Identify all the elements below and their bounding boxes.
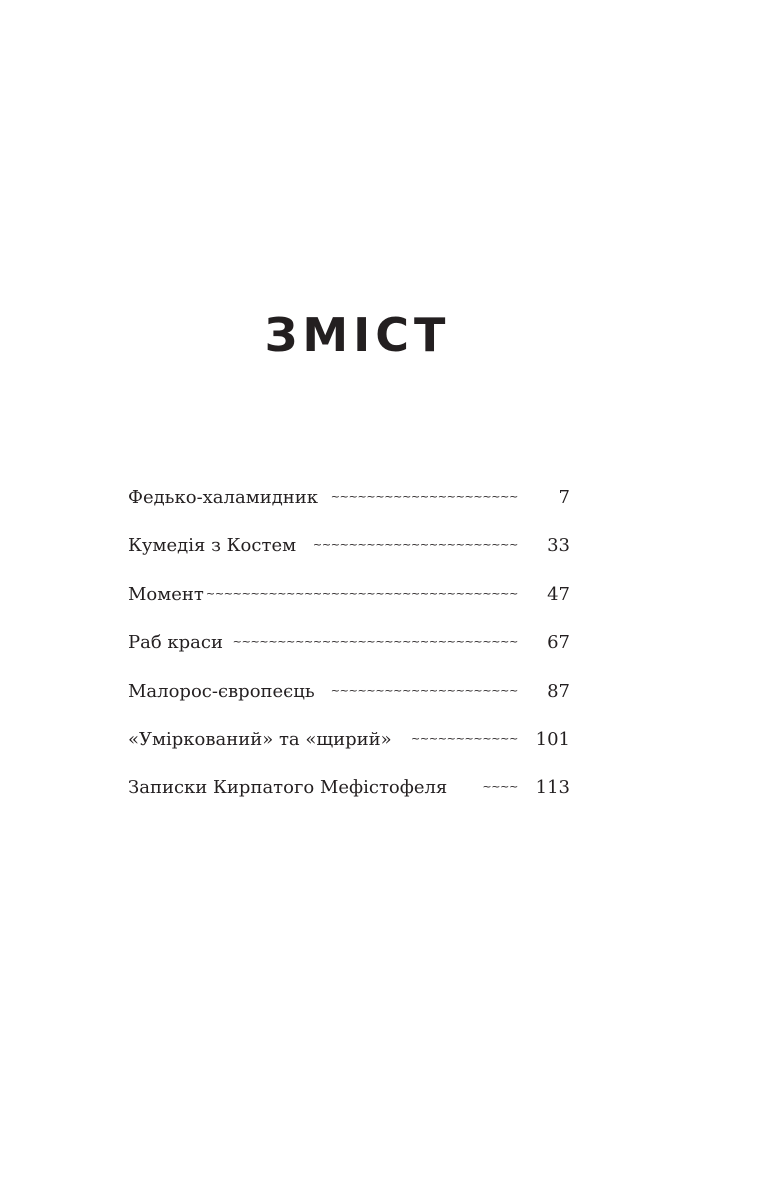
toc-entry-title: «Умірковaний» та «щирий» xyxy=(128,728,392,750)
toc-leader: ~~~~~~~~~~~~ xyxy=(410,731,518,745)
toc-entry[interactable] xyxy=(128,531,570,561)
toc-page-number: 47 xyxy=(547,583,570,605)
toc-leader: ~~~~~~~~~~~~~~~~~~~~~ xyxy=(330,683,518,697)
toc-entry-title: Момент xyxy=(128,583,204,605)
toc-leader: ~~~~~~~~~~~~~~~~~~~~~ xyxy=(330,490,518,503)
toc-entry-title: Федько-халамидник xyxy=(128,487,319,508)
toc-page-number: 113 xyxy=(535,777,570,799)
toc-entry[interactable] xyxy=(128,580,570,610)
toc-entry-title: Раб краси xyxy=(128,632,223,654)
toc-entry-title: Малорос-європеєць xyxy=(128,680,315,702)
toc-page-number: 101 xyxy=(535,728,570,750)
toc-entry[interactable] xyxy=(128,483,570,513)
toc-entry-title: Записки Кирпатого Мефістофеля xyxy=(128,777,448,799)
toc-entry[interactable] xyxy=(128,773,570,803)
toc-entry[interactable] xyxy=(128,725,570,755)
toc-entry[interactable] xyxy=(128,628,570,658)
toc-leader: ~~~~~~~~~~~~~~~~~~~~~~~~~~~~~~~~ xyxy=(232,635,518,649)
toc-page-number: 7 xyxy=(558,487,570,508)
table-of-contents xyxy=(128,483,570,822)
toc-leader: ~~~~~~~~~~~~~~~~~~~~~~~ xyxy=(312,538,518,552)
toc-leader: ~~~~ xyxy=(482,780,518,794)
toc-page-number: 67 xyxy=(547,632,570,654)
toc-entry[interactable] xyxy=(128,677,570,707)
toc-entry-title: Кумедія з Костем xyxy=(128,535,297,557)
toc-page-number: 87 xyxy=(547,680,570,702)
toc-leader: ~~~~~~~~~~~~~~~~~~~~~~~~~~~~~~~~~~~ xyxy=(205,586,518,600)
page-title: ЗМІСТ xyxy=(264,308,451,362)
toc-page-number: 33 xyxy=(547,535,570,557)
